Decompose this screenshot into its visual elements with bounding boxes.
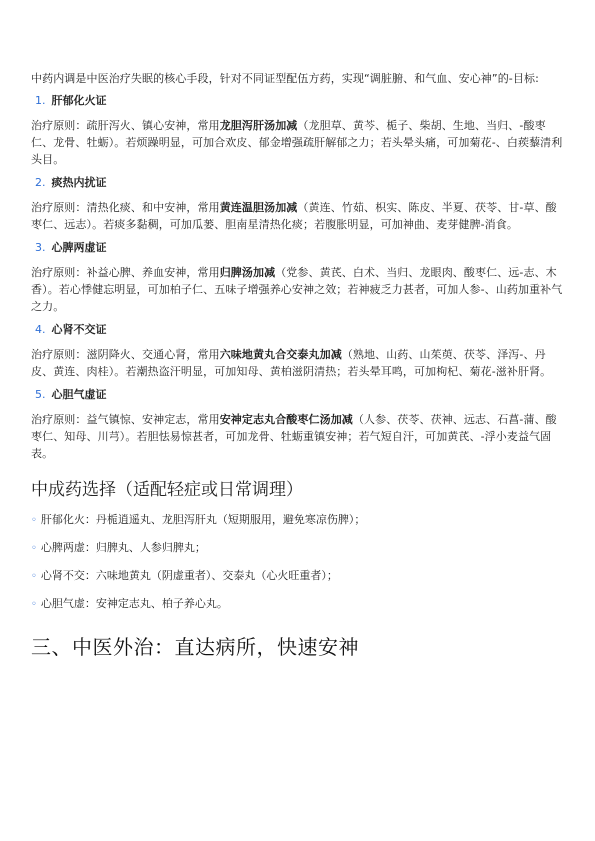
- syndrome-heading: [35, 175, 565, 191]
- treatment-detail: （人参、茯苓、茯神、远志、石菖-蒲、酸枣仁、知母、川芎）。若胆怯易惊甚者，可加龙骨、牡蛎重镇安神；若气短自汗，可加黄芪、-浮小麦益气固表。: [31, 413, 557, 460]
- treatment-paragraph: [31, 117, 565, 168]
- syndrome-3: [31, 240, 565, 315]
- treatment-paragraph: [31, 199, 565, 233]
- treatment-detail: （党参、黄芪、白术、当归、龙眼肉、酸枣仁、远-志、木香）。若心悸健忘明显，可加柏子仁、五味子增强养心安神之效；若神疲乏力甚者，可加人参-、山药加重补气之力。: [31, 266, 563, 313]
- treatment-lead: 治疗原则：疏肝泻火、镇心安神，常用: [31, 119, 220, 132]
- intro-paragraph: 中药内调是中医治疗失眠的核心手段，针对不同证型配伍方药，实现“调脏腑、和气血、安心神”的-目标:: [31, 72, 539, 85]
- list-item-text: 心脾两虚：归脾丸、人参归脾丸；: [40, 541, 206, 554]
- treatment-detail: （黄连、竹茹、枳实、陈皮、半夏、茯苓、甘-草、酸枣仁、远志）。若痰多黏稠，可加瓜蒌、胆南星清热化痰；若腹胀明显，可加神曲、麦芽健脾-消食。: [31, 201, 557, 231]
- syndrome-title: 心脾两虚证: [51, 241, 107, 254]
- list-item-text: 肝郁化火：丹栀逍遥丸、龙胆泻肝丸（短期服用，避免寒凉伤脾）；: [40, 513, 366, 526]
- syndrome-title: 心胆气虚证: [51, 388, 107, 401]
- patent-medicine-list: [31, 512, 565, 613]
- syndrome-5: [31, 387, 565, 462]
- formula-name: 六味地黄丸合交泰丸加减: [219, 348, 342, 361]
- syndrome-2: [31, 175, 565, 233]
- formula-name: 黄连温胆汤加减: [219, 201, 298, 214]
- document-page: [31, 70, 565, 661]
- list-item-text: 心肾不交：六味地黄丸（阴虚重者）、交泰丸（心火旺重者）；: [40, 569, 338, 582]
- syndrome-title: 心肾不交证: [51, 323, 107, 336]
- list-number: 3.: [35, 241, 46, 254]
- list-item: [31, 512, 565, 529]
- treatment-paragraph: [31, 411, 565, 462]
- treatment-paragraph: [31, 346, 565, 380]
- section-heading-external-treatment: 三、中医外治：直达病所，快速安神: [31, 635, 359, 659]
- list-item-text: 心胆气虚：安神定志丸、柏子养心丸。: [40, 597, 228, 610]
- syndrome-4: [31, 322, 565, 380]
- treatment-lead: 治疗原则：清热化痰、和中安神，常用: [31, 201, 220, 214]
- treatment-paragraph: [31, 264, 565, 315]
- list-number: 1.: [35, 94, 46, 107]
- list-number: 5.: [35, 388, 46, 401]
- syndrome-heading: [35, 322, 565, 338]
- treatment-lead: 治疗原则：益气镇惊、安神定志，常用: [31, 413, 220, 426]
- treatment-detail: （龙胆草、黄芩、栀子、柴胡、生地、当归、-酸枣仁、龙骨、牡蛎）。若烦躁明显，可加合欢皮、郁金增强疏肝解郁之力；若头晕头痛，可加菊花-、白蒺藜清利头目。: [31, 119, 563, 166]
- formula-name: 龙胆泻肝汤加减: [219, 119, 298, 132]
- syndrome-heading: [35, 93, 565, 109]
- list-item: [31, 596, 565, 613]
- bullet-circle-icon: ◦: [31, 543, 37, 554]
- list-item: [31, 540, 565, 557]
- syndrome-title: 痰热内扰证: [51, 176, 107, 189]
- section-heading-patent-medicine: 中成药选择（适配轻症或日常调理）: [31, 480, 303, 500]
- syndrome-heading: [35, 240, 565, 256]
- list-number: 2.: [35, 176, 46, 189]
- formula-name: 安神定志丸合酸枣仁汤加减: [219, 413, 353, 426]
- syndrome-title: 肝郁化火证: [51, 94, 107, 107]
- treatment-lead: 治疗原则：滋阴降火、交通心肾，常用: [31, 348, 220, 361]
- treatment-detail: （熟地、山药、山茱萸、茯苓、泽泻-、丹皮、黄连、肉桂）。若潮热盗汗明显，可加知母、黄柏滋阴清热；若头晕耳鸣，可加枸杞、菊花-滋补肝肾。: [31, 348, 552, 378]
- treatment-lead: 治疗原则：补益心脾、养血安神，常用: [31, 266, 220, 279]
- bullet-circle-icon: ◦: [31, 571, 37, 582]
- bullet-circle-icon: ◦: [31, 515, 37, 526]
- syndrome-1: [31, 93, 565, 168]
- formula-name: 归脾汤加减: [219, 266, 276, 279]
- syndrome-heading: [35, 387, 565, 403]
- bullet-circle-icon: ◦: [31, 599, 37, 610]
- list-item: [31, 568, 565, 585]
- list-number: 4.: [35, 323, 46, 336]
